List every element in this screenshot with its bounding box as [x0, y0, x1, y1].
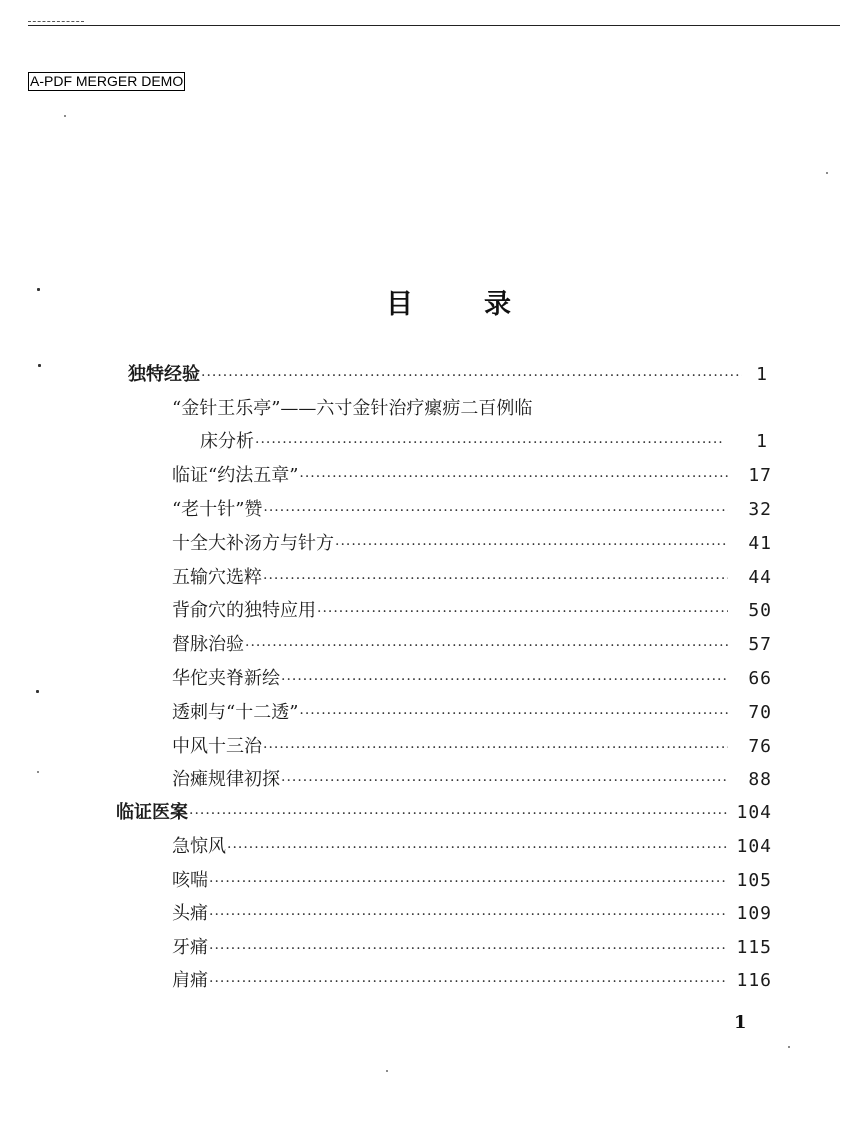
toc-leader-dots: [227, 833, 728, 863]
toc-entry-page: 115: [736, 937, 772, 958]
toc-entry: [172, 832, 772, 862]
toc-entry: [172, 563, 772, 593]
toc-entry-title: 治瘫规律初探: [172, 769, 280, 790]
toc-entry-page: 104: [736, 802, 772, 823]
toc-entry: [172, 495, 772, 525]
toc-entry-page: 41: [748, 533, 772, 554]
toc-entry-title: 背俞穴的独特应用: [172, 600, 316, 621]
toc-entry-page: 17: [748, 465, 772, 486]
toc-entry: [172, 461, 772, 491]
toc-entry: [200, 427, 768, 457]
toc-entry-page: 57: [748, 634, 772, 655]
toc-entry-title: 急惊风: [172, 836, 226, 857]
toc-entry: [172, 966, 772, 996]
toc-entry: [172, 394, 772, 424]
toc-entry: [172, 899, 772, 929]
scan-speck: [37, 771, 39, 773]
toc-leader-dots: [255, 428, 724, 458]
toc-entry: [172, 596, 772, 626]
toc-entry-page: 104: [736, 836, 772, 857]
scan-speck: [38, 364, 41, 367]
toc-entry: [172, 664, 772, 694]
toc-entry-page: 116: [736, 970, 772, 991]
toc-entry-title: 十全大补汤方与针方: [172, 533, 334, 554]
page-title-left: 目: [386, 289, 413, 320]
toc-entry-page: 76: [748, 736, 772, 757]
toc-entry: [116, 798, 772, 828]
watermark-banner: A-PDF MERGER DEMO: [30, 73, 184, 89]
toc-entry-title: 牙痛: [172, 937, 208, 958]
toc-leader-dots: [263, 496, 728, 526]
toc-entry-title: 床分析: [200, 431, 254, 452]
toc-leader-dots: [281, 766, 728, 796]
toc-entry-title: 肩痛: [172, 970, 208, 991]
toc-entry-title: 中风十三治: [172, 736, 262, 757]
page-number: 1: [734, 1012, 747, 1033]
page-title-right: 录: [484, 289, 511, 320]
scan-speck: [386, 1070, 388, 1072]
toc-leader-dots: [335, 530, 728, 560]
header-rule: [28, 25, 840, 26]
toc-entry: [128, 360, 768, 390]
toc-entry: [172, 698, 772, 728]
toc-entry-page: 66: [748, 668, 772, 689]
page-title: [386, 280, 526, 320]
toc-entry: [172, 765, 772, 795]
toc-entry: [172, 866, 772, 896]
toc-entry-page: 1: [756, 431, 768, 452]
scan-speck: [826, 172, 828, 174]
header-dashed-rule: [28, 21, 84, 22]
toc-entry-title: 独特经验: [128, 364, 200, 385]
toc-leader-dots: [209, 967, 728, 997]
toc-entry: [172, 630, 772, 660]
toc-entry-title: 督脉治验: [172, 634, 244, 655]
toc-leader-dots: [281, 665, 728, 695]
toc-leader-dots: [299, 462, 728, 492]
toc-entry-title: 临证医案: [116, 802, 188, 823]
toc-entry-page: 70: [748, 702, 772, 723]
toc-entry-page: 1: [756, 364, 768, 385]
scan-speck: [36, 690, 39, 693]
toc-leader-dots: [209, 900, 728, 930]
toc-entry: [172, 529, 772, 559]
toc-entry-page: 32: [748, 499, 772, 520]
toc-entry-title: 华佗夹脊新绘: [172, 668, 280, 689]
toc-entry: [172, 732, 772, 762]
toc-leader-dots: [317, 597, 728, 627]
toc-leader-dots: [209, 867, 728, 897]
toc-leader-dots: [189, 799, 728, 829]
toc-entry: [172, 933, 772, 963]
toc-entry-title: 临证“约法五章”: [172, 465, 299, 486]
toc-entry-page: 109: [736, 903, 772, 924]
toc-entry-title: “金针王乐亭”——六寸金针治疗瘰疬二百例临: [172, 398, 533, 419]
scan-speck: [788, 1046, 790, 1048]
toc-entry-page: 50: [748, 600, 772, 621]
toc-entry-page: 105: [736, 870, 772, 891]
scan-speck: [37, 288, 40, 291]
toc-leader-dots: [201, 361, 742, 391]
toc-entry-page: 88: [748, 769, 772, 790]
toc-leader-dots: [263, 564, 728, 594]
toc-entry-title: “老十针”赞: [172, 499, 263, 520]
toc-entry-title: 五输穴选粹: [172, 567, 262, 588]
toc-leader-dots: [299, 699, 728, 729]
toc-leader-dots: [263, 733, 728, 763]
toc-leader-dots: [209, 934, 728, 964]
toc-entry-title: 咳喘: [172, 870, 208, 891]
toc-leader-dots: [245, 631, 728, 661]
toc-entry-title: 透刺与“十二透”: [172, 702, 299, 723]
toc-entry-title: 头痛: [172, 903, 208, 924]
scan-speck: [64, 115, 66, 117]
toc-entry-page: 44: [748, 567, 772, 588]
